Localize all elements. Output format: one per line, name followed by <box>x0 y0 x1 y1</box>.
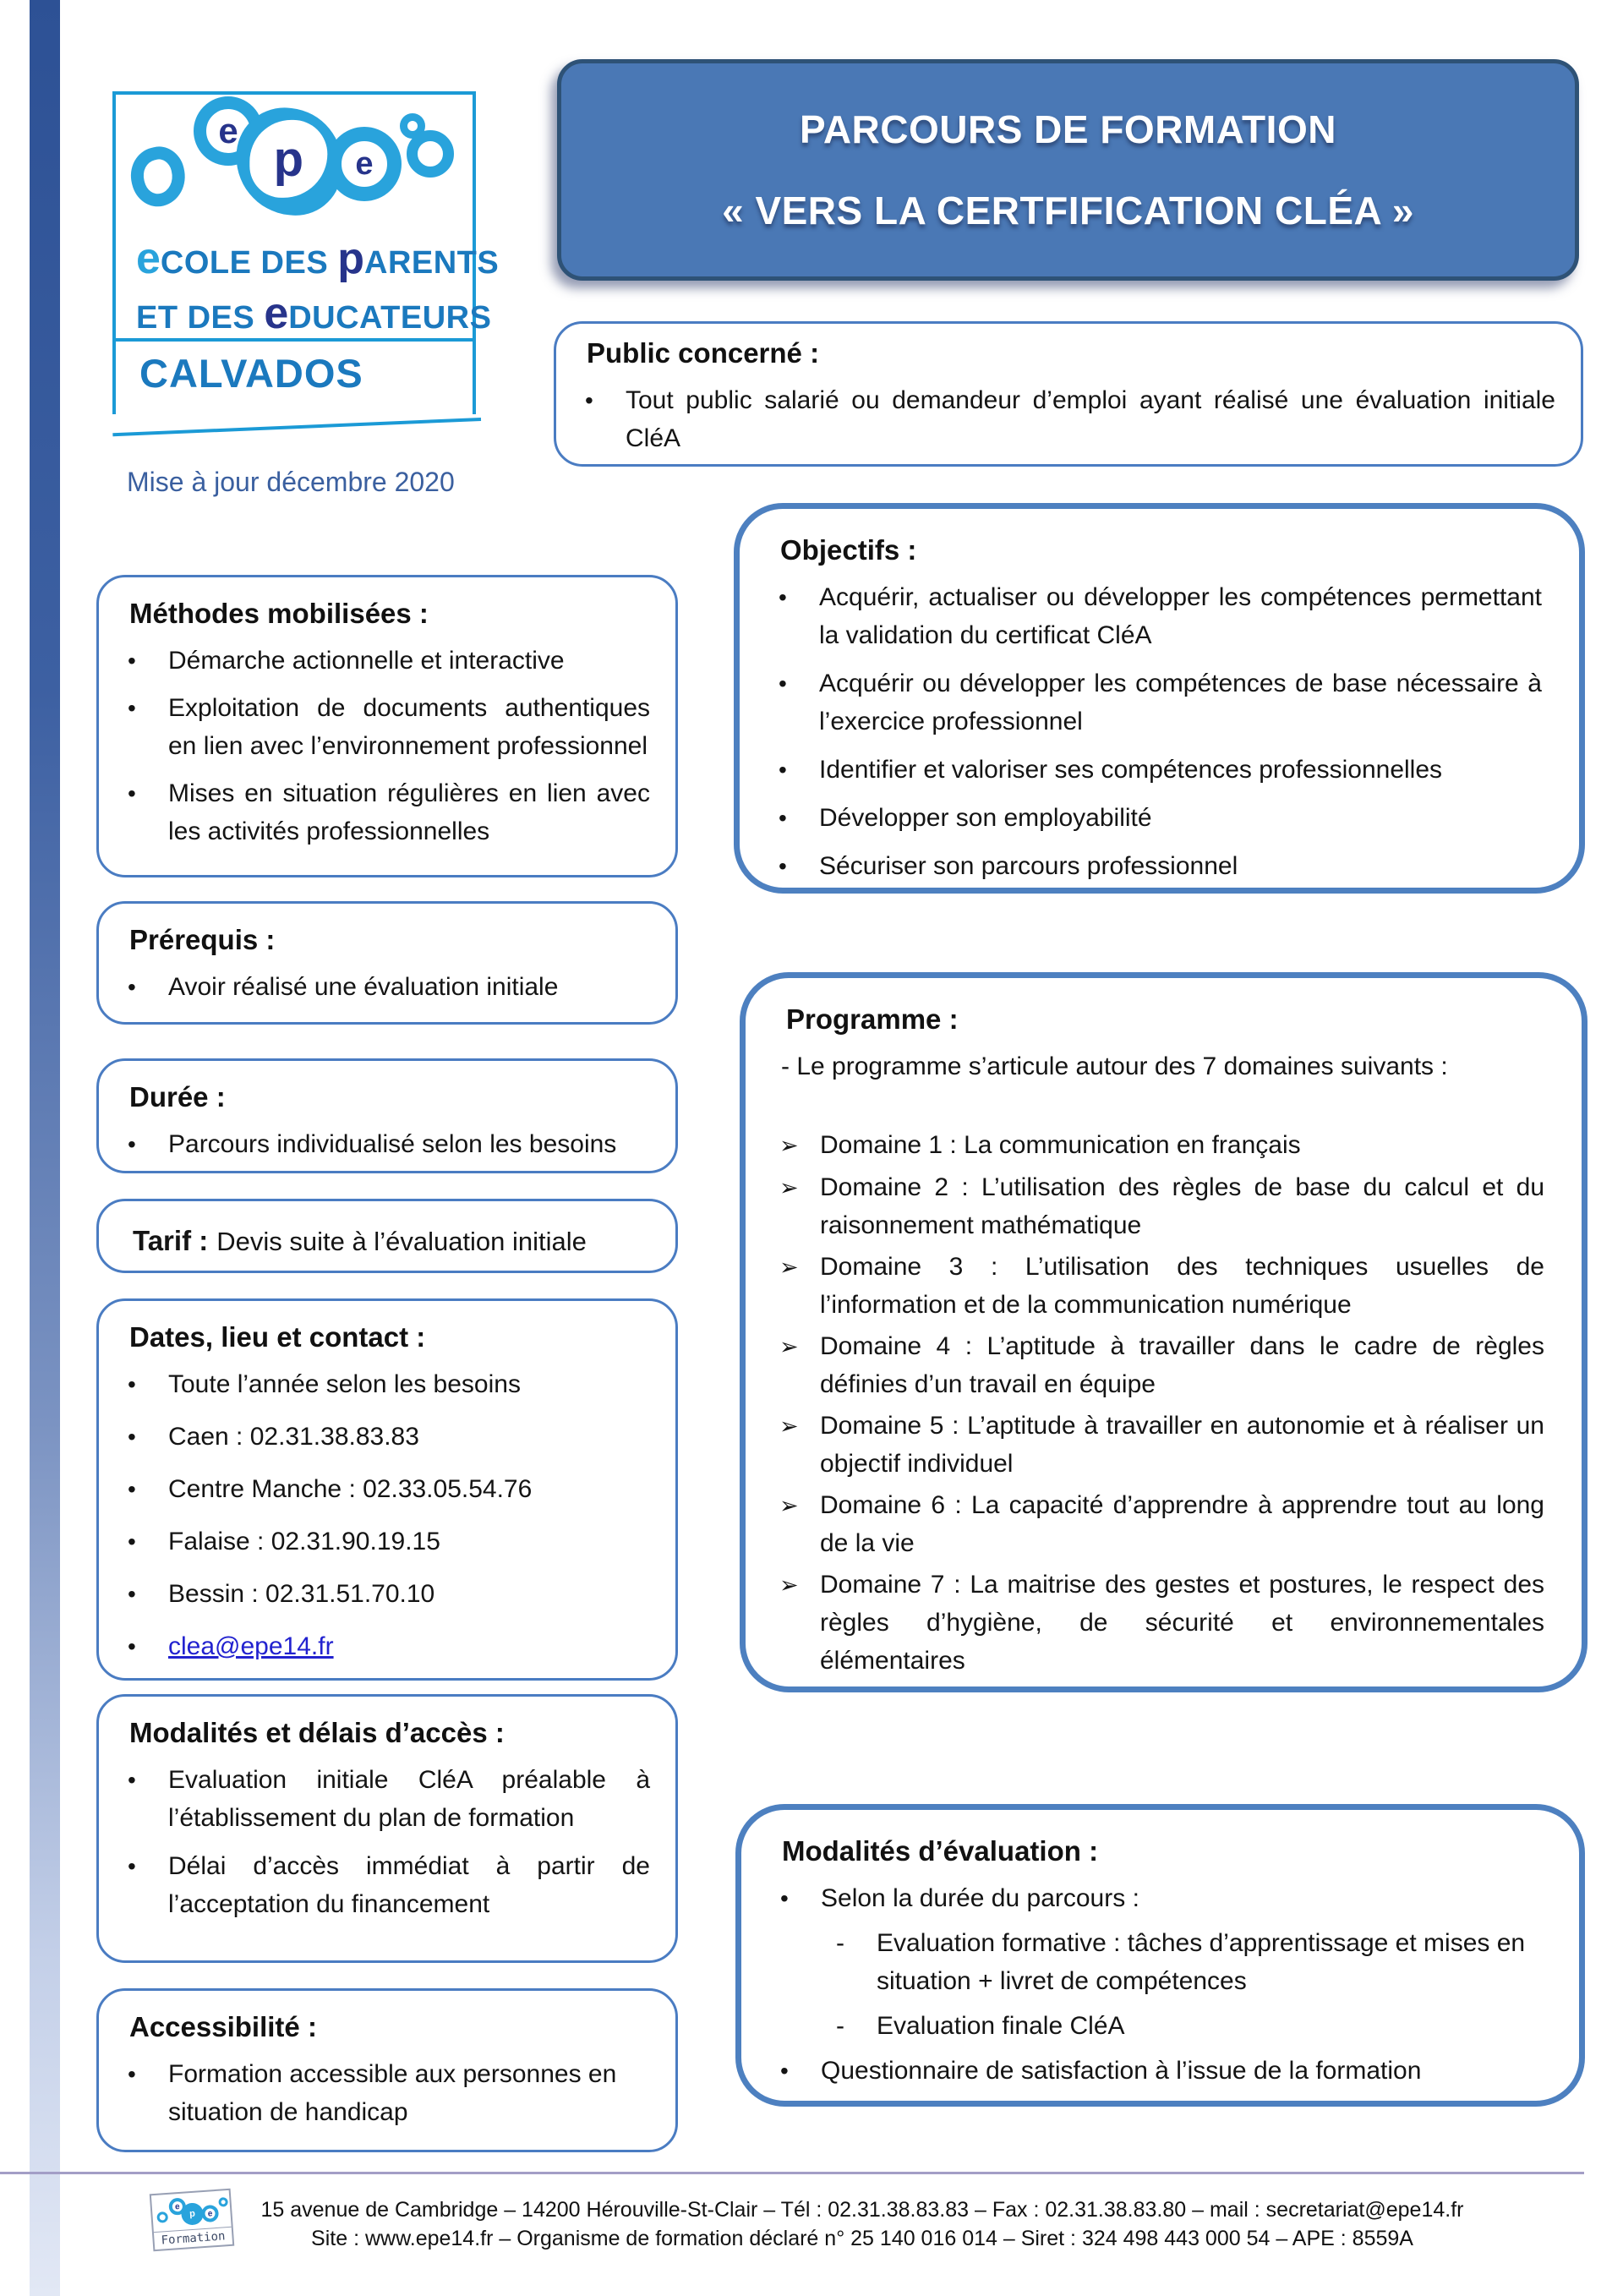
bullet-icon: • <box>128 1131 136 1157</box>
bullet-icon: • <box>779 805 787 831</box>
list-item <box>775 2052 1542 2090</box>
list-item <box>779 1566 1544 1680</box>
section-items <box>123 1365 650 1665</box>
logo-word-segment: p <box>337 234 364 283</box>
bullet-icon: • <box>779 853 787 879</box>
list-item-text: Acquérir, actualiser ou développer les compétences permettant la validation du certificat CléA <box>819 583 1542 649</box>
bubble-ring-icon <box>124 141 191 211</box>
bullet-icon: • <box>780 2058 789 2084</box>
logo-wordmark-line1 <box>136 234 500 292</box>
section-dates <box>96 1298 678 1681</box>
list-item <box>779 1168 1544 1244</box>
list-item <box>123 1522 650 1561</box>
list-item-text: Domaine 5 : L’aptitude à travailler en autonomie et à réaliser un objectif individuel <box>820 1412 1544 1478</box>
section-objectifs <box>734 503 1585 894</box>
list-item <box>779 1486 1544 1562</box>
bubble-letter: e <box>174 2201 181 2211</box>
bubble-e-icon <box>201 2205 219 2222</box>
list-item <box>773 799 1542 837</box>
bubble-letter: p <box>189 2208 196 2220</box>
bubble-e-icon <box>327 127 402 201</box>
list-item-text: Démarche actionnelle et interactive <box>168 647 565 675</box>
list-item <box>773 751 1542 789</box>
section-items <box>773 578 1542 885</box>
list-item <box>123 774 650 850</box>
list-item <box>580 381 1555 457</box>
logo-word-segment: COLE DES <box>160 245 338 281</box>
tarif-line <box>123 1218 650 1257</box>
bullet-icon: • <box>128 1424 136 1450</box>
list-item-text: Développer son employabilité <box>819 804 1152 832</box>
list-item-text: Centre Manche : 02.33.05.54.76 <box>168 1475 533 1503</box>
list-item-text: Identifier et valoriser ses compétences professionnelles <box>819 756 1443 784</box>
list-item <box>123 1761 650 1837</box>
bullet-icon: • <box>128 2061 136 2087</box>
list-item-text: Formation accessible aux personnes en situation de handicap <box>168 2060 617 2126</box>
logo-divider <box>116 338 473 342</box>
bubble-letter: e <box>355 145 374 182</box>
list-item-text: Evaluation formative : tâches d’apprentissage et mises en situation + livret de compétences <box>877 1929 1526 1995</box>
bubble-letter: e <box>218 111 238 150</box>
list-item-text: Bessin : 02.31.51.70.10 <box>168 1580 435 1608</box>
logo-region: CALVADOS <box>139 351 363 396</box>
list-item <box>123 642 650 680</box>
logo-wordmark <box>136 234 500 347</box>
bullet-icon: • <box>128 780 136 806</box>
section-title: Modalités d’évaluation : <box>782 1835 1099 1867</box>
section-accessibilite <box>96 1988 678 2152</box>
section-items <box>123 2055 650 2131</box>
section-prerequis <box>96 901 678 1025</box>
section-items <box>123 1125 650 1163</box>
footer-text <box>254 2195 1471 2253</box>
list-item-text: Caen : 02.31.38.83.83 <box>168 1423 419 1451</box>
list-item-text: Falaise : 02.31.90.19.15 <box>168 1528 440 1555</box>
dash-bullet-icon: - <box>836 1929 844 1957</box>
logo-word-segment: ET DES <box>136 300 265 336</box>
arrow-bullet-icon: ➢ <box>779 1133 799 1158</box>
title-banner <box>557 59 1579 281</box>
tarif-label: Tarif : <box>133 1225 209 1256</box>
logo-word-segment: e <box>264 289 289 338</box>
arrow-bullet-icon: ➢ <box>779 1413 799 1439</box>
bullet-icon: • <box>585 387 593 413</box>
list-item-text: Acquérir ou développer les compétences de base nécessaire à l’exercice professionnel <box>819 670 1542 735</box>
logo-slant-edge <box>112 418 481 436</box>
section-title: Modalités et délais d’accès : <box>129 1717 505 1748</box>
bubble-ring-icon <box>218 2197 228 2207</box>
bubble-ring-icon <box>407 130 454 178</box>
section-title: Dates, lieu et contact : <box>129 1321 426 1353</box>
bullet-icon: • <box>128 1633 136 1659</box>
arrow-bullet-icon: ➢ <box>779 1175 799 1200</box>
section-items <box>123 1761 650 1923</box>
title-line1: PARCOURS DE FORMATION <box>800 107 1336 152</box>
list-item <box>779 1126 1544 1165</box>
dash-bullet-icon: - <box>836 2012 844 2040</box>
list-item-text: Domaine 1 : La communication en français <box>820 1131 1301 1159</box>
list-item-text: Sécuriser son parcours professionnel <box>819 852 1238 880</box>
footer-epe-formation-logo <box>150 2189 235 2252</box>
bullet-icon: • <box>128 1528 136 1555</box>
bullet-icon: • <box>780 1885 789 1911</box>
bullet-icon: • <box>128 974 136 1000</box>
arrow-bullet-icon: ➢ <box>779 1572 799 1598</box>
section-duree <box>96 1058 678 1173</box>
footer-logo-caption: Formation <box>154 2227 232 2248</box>
bubble-letter: p <box>249 120 327 198</box>
list-item-text: Domaine 4 : L’aptitude à travailler dans le cadre de règles définies d’un travail en équipe <box>820 1332 1544 1398</box>
list-item-text: Tout public salarié ou demandeur d’emploi ayant réalisé une évaluation initiale CléA <box>626 386 1555 452</box>
footer-line1: 15 avenue de Cambridge – 14200 Hérouville-St-Clair – Tél : 02.31.38.83.83 – Fax : 02.31.38.83.80 – mail : secretariat@epe14.fr <box>260 2198 1464 2222</box>
section-modalites-acces <box>96 1694 678 1963</box>
bubble-ring-icon <box>156 2211 168 2223</box>
tarif-value: Devis suite à l’évaluation initiale <box>216 1227 587 1256</box>
arrow-bullet-icon: ➢ <box>779 1334 799 1359</box>
section-items <box>123 968 650 1006</box>
list-item <box>123 968 650 1006</box>
arrow-bullet-icon: ➢ <box>779 1493 799 1518</box>
epe-logo-box <box>112 91 500 414</box>
email-link[interactable]: clea@epe14.fr <box>168 1632 334 1660</box>
list-item <box>123 1847 650 1923</box>
programme-intro: - Le programme s’articule autour des 7 domaines suivants : <box>781 1052 1448 1080</box>
list-item-text: Domaine 7 : La maitrise des gestes et postures, le respect des règles d’hygiène, de sécurité et environnementales élémentaires <box>820 1571 1544 1675</box>
list-item <box>123 1125 650 1163</box>
section-title: Méthodes mobilisées : <box>129 598 429 629</box>
list-item-text: Domaine 2 : L’utilisation des règles de base du calcul et du raisonnement mathématique <box>820 1173 1544 1239</box>
list-item-text: Toute l’année selon les besoins <box>168 1370 521 1398</box>
section-title: Programme : <box>786 1003 959 1035</box>
section-modalites-eval <box>735 1804 1585 2107</box>
bullet-icon: • <box>128 1767 136 1793</box>
list-item-text <box>168 1627 650 1665</box>
list-item <box>123 1575 650 1613</box>
arrow-bullet-icon: ➢ <box>779 1255 799 1280</box>
title-line2: « VERS LA CERTFIFICATION CLÉA » <box>722 188 1414 232</box>
section-items <box>580 381 1555 457</box>
logo-word-segment: ARENTS <box>364 245 500 281</box>
section-items <box>779 1126 1544 1680</box>
bullet-icon: • <box>128 1476 136 1502</box>
bullet-icon: • <box>128 695 136 721</box>
list-item-text: Domaine 6 : La capacité d’apprendre à apprendre tout au long de la vie <box>820 1491 1544 1557</box>
list-item <box>773 847 1542 885</box>
list-item-text: Evaluation initiale CléA préalable à l’établissement du plan de formation <box>168 1766 650 1832</box>
list-item <box>773 664 1542 741</box>
list-item-text: Exploitation de documents authentiques en lien avec l’environnement professionnel <box>168 694 650 760</box>
bullet-icon: • <box>779 757 787 783</box>
section-title: Prérequis : <box>129 924 276 955</box>
list-item-text: Mises en situation régulières en lien avec les activités professionnelles <box>168 779 650 845</box>
list-item <box>779 1407 1544 1483</box>
list-item <box>123 1470 650 1508</box>
bullet-icon: • <box>128 1581 136 1607</box>
list-item-text: Parcours individualisé selon les besoins <box>168 1130 617 1158</box>
list-item <box>123 1365 650 1403</box>
list-item-text: Domaine 3 : L’utilisation des techniques usuelles de l’information et de la communication numérique <box>820 1253 1544 1319</box>
list-item <box>779 1248 1544 1324</box>
footer-logo-bubbles <box>151 2190 232 2231</box>
bullet-icon: • <box>128 1853 136 1879</box>
section-public <box>554 321 1583 467</box>
list-item-text: Questionnaire de satisfaction à l’issue de la formation <box>821 2057 1422 2085</box>
section-tarif <box>96 1199 678 1273</box>
list-item <box>828 1924 1542 2000</box>
section-programme <box>740 972 1587 1692</box>
section-title: Public concerné : <box>587 337 820 369</box>
bubble-p-icon <box>181 2202 205 2226</box>
left-accent-bar <box>30 0 60 2296</box>
list-item <box>779 1327 1544 1403</box>
logo-word-segment: DUCATEURS <box>288 300 492 336</box>
section-title: Objectifs : <box>780 534 917 566</box>
bullet-icon: • <box>128 648 136 674</box>
bullet-icon: • <box>779 670 787 697</box>
section-methodes <box>96 575 678 877</box>
list-item-text: Evaluation finale CléA <box>877 2012 1125 2040</box>
footer-rule <box>0 2172 1584 2174</box>
list-item <box>828 2007 1542 2045</box>
list-item <box>123 1627 650 1665</box>
list-item <box>123 2055 650 2131</box>
bubble-letter: e <box>207 2208 213 2219</box>
section-items <box>123 642 650 850</box>
bullet-icon: • <box>779 584 787 610</box>
list-item <box>123 689 650 765</box>
bullet-icon: • <box>128 1371 136 1397</box>
list-item-text: Délai d’accès immédiat à partir de l’acceptation du financement <box>168 1852 650 1918</box>
list-item <box>123 1418 650 1456</box>
list-item-text: Selon la durée du parcours : <box>821 1884 1139 1912</box>
footer-line2: Site : www.epe14.fr – Organisme de formation déclaré n° 25 140 016 014 – Siret : 324 498 443 000 54 – APE : 8559A <box>311 2227 1413 2250</box>
list-item <box>775 1879 1542 1917</box>
update-note: Mise à jour décembre 2020 <box>127 467 455 497</box>
section-title: Accessibilité : <box>129 2011 317 2042</box>
logo-word-segment: e <box>136 234 161 283</box>
list-item <box>773 578 1542 654</box>
section-items <box>775 1879 1542 2090</box>
list-item-text: Avoir réalisé une évaluation initiale <box>168 973 559 1001</box>
section-title: Durée : <box>129 1081 226 1112</box>
